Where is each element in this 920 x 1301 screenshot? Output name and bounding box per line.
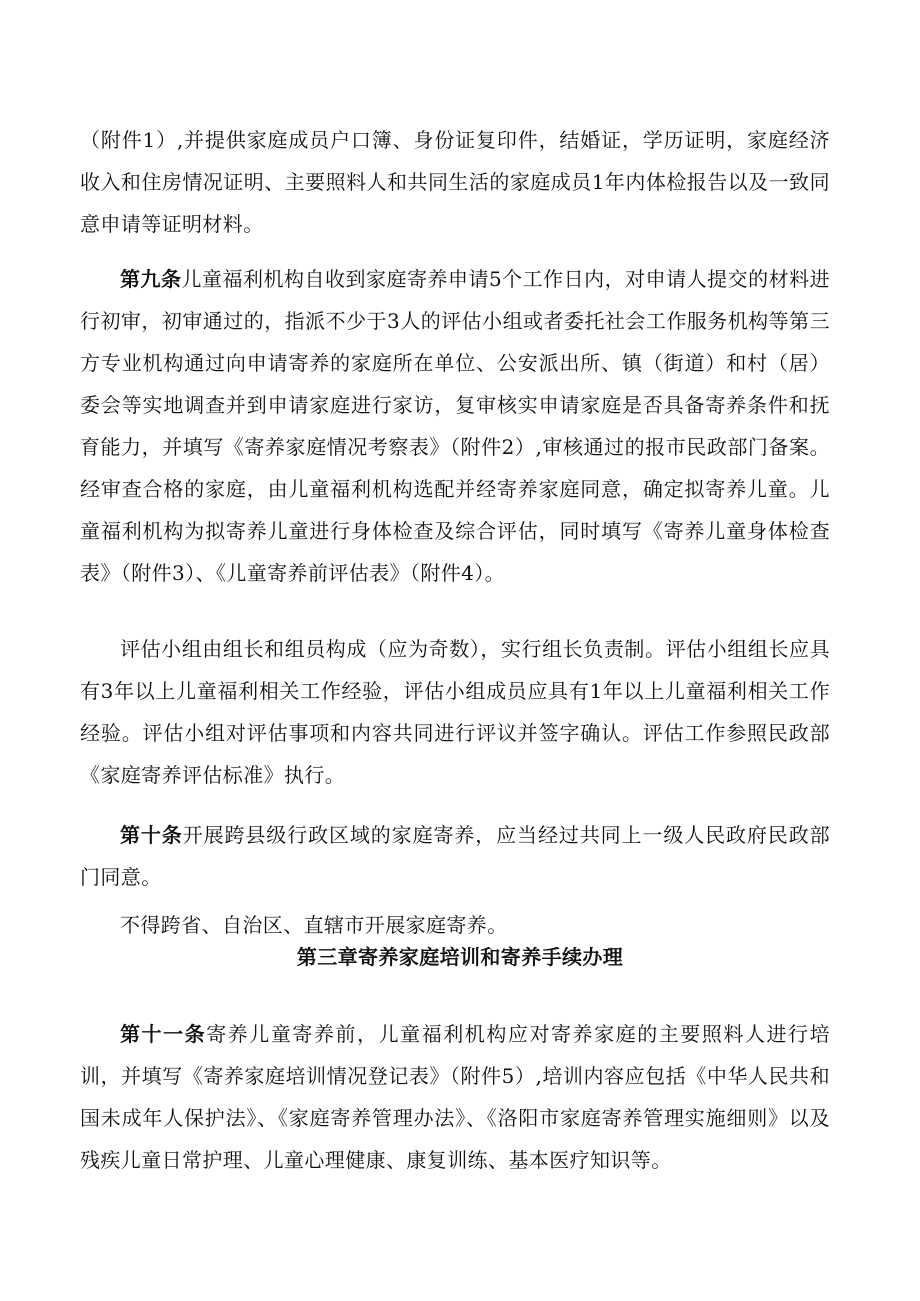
- article-9-label: 第九条: [120, 267, 182, 291]
- paragraph-no-cross-province: 不得跨省、自治区、直辖市开展家庭寄养。: [120, 913, 508, 937]
- article-9-paragraph: [80, 258, 830, 594]
- article-11-paragraph: [80, 1013, 830, 1181]
- article-10-paragraph: [80, 814, 830, 898]
- paragraph-attachment-materials: （附件1）,并提供家庭成员户口簿、身份证复印件，结婚证，学历证明，家庭经济收入和住房情况证明、主要照料人和共同生活的家庭成员1年内体检报告以及一致同意申请等证明材料。: [80, 128, 830, 236]
- paragraph-evaluation-team: 评估小组由组长和组员构成（应为奇数），实行组长负责制。评估小组组长应具有3年以上儿童福利相关工作经验，评估小组成员应具有1年以上儿童福利相关工作经验。评估小组对评估事项和内容共同进行评议并签字确认。评估工作参照民政部《家庭寄养评估标准》执行。: [80, 637, 830, 787]
- article-11-body: 寄养儿童寄养前，儿童福利机构应对寄养家庭的主要照料人进行培训，并填写《寄养家庭培训情况登记表》（附件5）,培训内容应包括《中华人民共和国未成年人保护法》、《家庭寄养管理办法》、《洛阳市家庭寄养管理实施细则》以及残疾儿童日常护理、儿童心理健康、康复训练、基本医疗知识等。: [80, 1022, 830, 1172]
- article-11-label: 第十一条: [120, 1022, 207, 1046]
- article-9-body: 儿童福利机构自收到家庭寄养申请5个工作日内，对申请人提交的材料进行初审，初审通过的，指派不少于3人的评估小组或者委托社会工作服务机构等第三方专业机构通过向申请寄养的家庭所在单位、公安派出所、镇（街道）和村（居）委会等实地调查并到申请家庭进行家访，复审核实申请家庭是否具备寄养条件和抚育能力，并填写《寄养家庭情况考察表》（附件2）,审核通过的报市民政部门备案。经审查合格的家庭，由儿童福利机构选配并经寄养家庭同意，确定拟寄养儿童。儿童福利机构为拟寄养儿童进行身体检查及综合评估，同时填写《寄养儿童身体检查表》（附件3）、《儿童寄养前评估表》（附件4）。: [80, 267, 831, 585]
- article-10-body: 开展跨县级行政区域的家庭寄养，应当经过共同上一级人民政府民政部门同意。: [80, 823, 831, 889]
- article-10-label: 第十条: [120, 823, 183, 847]
- chapter-3-heading: 第三章寄养家庭培训和寄养手续办理: [296, 945, 624, 969]
